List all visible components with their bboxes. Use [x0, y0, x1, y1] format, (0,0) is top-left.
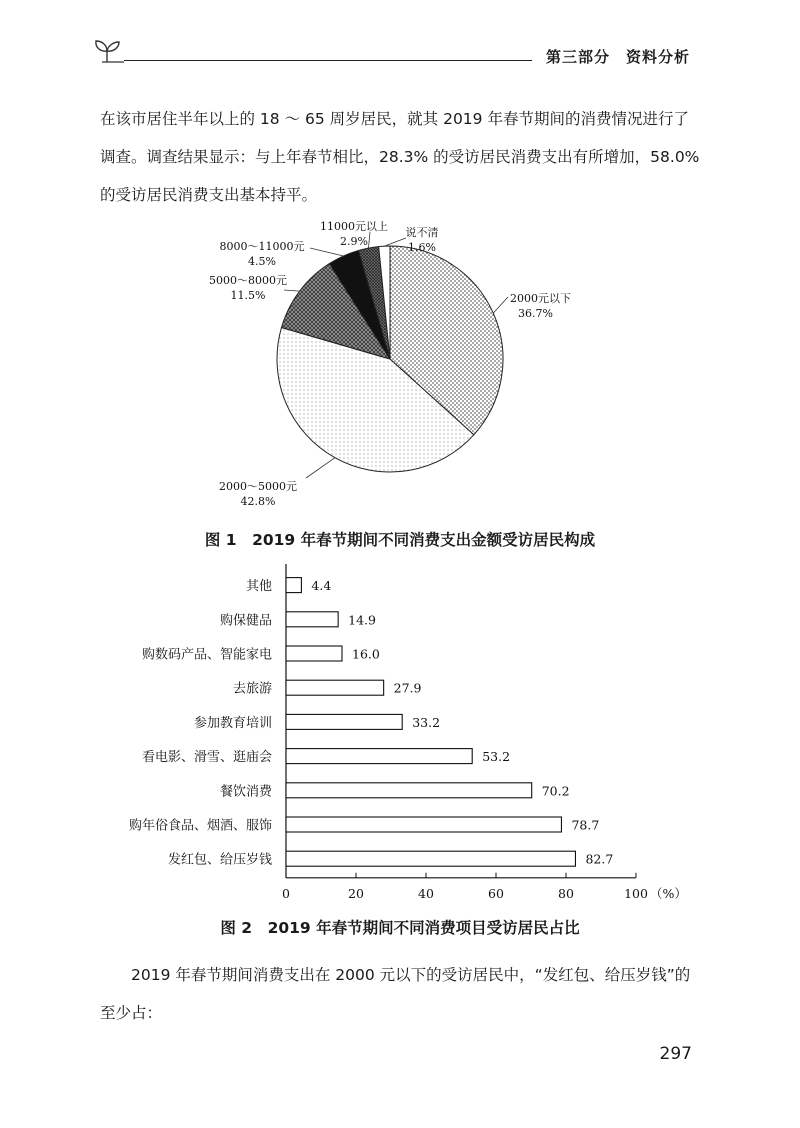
pie-value-label: 1.6%	[408, 241, 436, 254]
bar-value-label: 53.2	[482, 749, 511, 765]
bar-value-label: 27.9	[393, 680, 422, 696]
pie-leader-line	[368, 232, 370, 248]
bar	[286, 680, 384, 695]
category-label: 参加教育培训	[193, 715, 272, 731]
bar	[286, 749, 472, 764]
category-label: 购保健品	[219, 613, 272, 629]
pie-leader-line	[284, 290, 300, 291]
bar	[286, 578, 301, 593]
header-rule	[124, 60, 532, 61]
pie-slice-label: 2000元以下	[510, 292, 571, 305]
bar-value-label: 4.4	[311, 578, 332, 594]
x-tick-label: 0	[282, 885, 290, 900]
x-tick-label: 80	[558, 885, 574, 900]
category-label: 购年俗食品、烟酒、服饰	[128, 818, 272, 834]
pie-value-label: 4.5%	[248, 255, 276, 268]
sprout-icon	[90, 38, 124, 64]
bar-value-label: 16.0	[352, 646, 380, 662]
pie-slice-label: 说不清	[405, 226, 439, 239]
pie-leader-line	[493, 297, 508, 313]
intro-paragraph: 在该市居住半年以上的 18 ～ 65 周岁居民，就其 2019 年春节期间的消费情况进行了调查。调查结果显示：与上年春节相比，28.3% 的受访居民消费支出有所增加，58.0% 的受访居民消费支出基本持平。	[100, 110, 700, 204]
bar	[286, 714, 402, 729]
x-tick-label: 40	[418, 885, 434, 900]
pie-value-label: 42.8%	[240, 495, 276, 508]
figure2-caption: 图 2 2019 年春节期间不同消费项目受访居民占比	[220, 919, 580, 937]
x-unit-label: （%）	[650, 885, 687, 900]
x-tick-label: 20	[348, 885, 364, 900]
pie-slice-label: 5000～8000元	[209, 274, 287, 287]
pie-slice-label: 2000～5000元	[219, 480, 297, 493]
pie-leader-line	[310, 248, 343, 256]
pie-value-label: 2.9%	[340, 235, 368, 248]
figure1-caption: 图 1 2019 年春节期间不同消费支出金额受访居民构成	[204, 531, 596, 549]
pie-leader-line	[306, 458, 335, 478]
category-label: 购数码产品、智能家电	[141, 647, 272, 663]
pie-chart	[190, 212, 600, 524]
pie-value-label: 36.7%	[518, 307, 553, 320]
section-title: 第三部分 资料分析	[545, 48, 690, 66]
running-header	[90, 36, 690, 76]
pie-leader-line	[384, 238, 406, 246]
pie-slice-label: 11000元以上	[320, 220, 388, 233]
page-number: 297	[659, 1044, 692, 1064]
bar-value-label: 70.2	[541, 783, 570, 799]
bar-value-label: 33.2	[412, 714, 441, 730]
bar	[286, 612, 338, 627]
x-tick-label: 60	[488, 885, 504, 900]
category-label: 其他	[245, 579, 272, 595]
category-label: 看电影、滑雪、逛庙会	[141, 750, 272, 766]
bar-value-label: 14.9	[348, 612, 376, 628]
bar	[286, 851, 575, 866]
bar	[286, 646, 342, 661]
bar-value-label: 82.7	[585, 851, 614, 867]
category-label: 发红包、给压岁钱	[167, 852, 272, 868]
bar	[286, 783, 532, 798]
category-label: 去旅游	[232, 681, 272, 697]
pie-value-label: 11.5%	[230, 289, 266, 302]
question-paragraph: 2019 年春节期间消费支出在 2000 元以下的受访居民中，“发红包、给压岁钱”的至少占：	[100, 966, 691, 1022]
category-label: 餐饮消费	[219, 784, 272, 800]
bar-chart	[90, 560, 730, 900]
bar	[286, 817, 561, 832]
bar-value-label: 78.7	[571, 817, 600, 833]
pie-slice-label: 8000～11000元	[219, 240, 305, 253]
x-tick-label: 100	[624, 885, 648, 900]
